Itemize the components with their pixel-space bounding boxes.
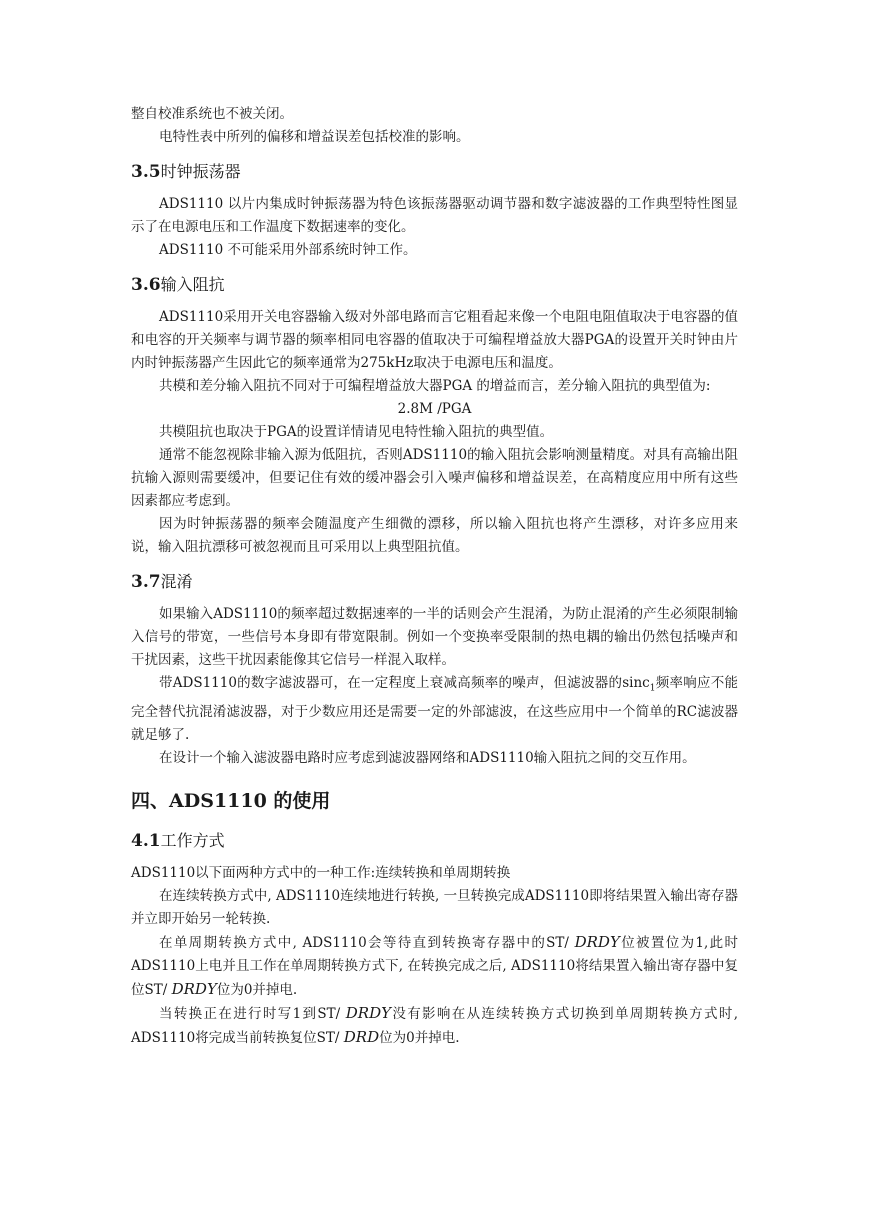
paragraph: ADS1110以下面两种方式中的一种工作:连续转换和单周期转换 (131, 864, 511, 881)
paragraph: 共模和差分输入阻抗不同对于可编程增益放大器PGA 的增益而言，差分输入阻抗的典型值为: (159, 378, 711, 394)
paragraph: 在连续转换方式中, ADS1110连续地进行转换, 一旦转换完成ADS1110即将结果置入输出寄存器并立即开始另一轮转换. (131, 887, 738, 927)
text-run: 位为0并掉电. (379, 1029, 460, 1046)
paragraph: 通常不能忽视除非输入源为低阻抗，否则ADS1110的输入阻抗会影响测量精度。对具有高输出阻抗输入源则需要缓冲，但要记住有效的缓冲器会引入噪声偏移和增益误差，在高精度应用中所有这些因素都应考虑到。 (131, 447, 738, 509)
paragraph: 共模阻抗也取决于PGA的设置详情请见电特性输入阻抗的典型值。 (159, 424, 554, 440)
paragraph: ADS1110 不可能采用外部系统时钟工作。 (159, 242, 417, 258)
chapter-heading: 四、ADS1110 的使用 (131, 789, 331, 812)
section-title: 时钟振荡器 (160, 162, 241, 181)
text-run: 在单周期转换方式中, ADS1110会等待直到转换寄存器中的ST/ (159, 934, 575, 951)
paragraph: 因为时钟振荡器的频率会随温度产生细微的漂移，所以输入阻抗也将产生漂移，对许多应用来说，输入阻抗漂移可被忽视而且可采用以上典型阻抗值。 (131, 516, 738, 555)
paragraph (131, 931, 738, 1002)
text-run: 位为0并掉电. (216, 981, 298, 998)
paragraph: 如果输入ADS1110的频率超过数据速率的一半的话则会产生混淆，为防止混淆的产生必须限制输入信号的带宽，一些信号本身即有带宽限制。例如一个变换率受限制的热电耦的输出仍然包括噪声和干扰因素，这些干扰因素能像其它信号一样混入取样。 (131, 606, 738, 668)
formula: 2.8M /PGA (397, 401, 472, 417)
paragraph (131, 1002, 738, 1050)
paragraph: 整自校准系统也不被关闭。 (131, 106, 293, 122)
section-number: 3.7 (131, 572, 161, 592)
italic-term: DRD (343, 1027, 380, 1046)
italic-term: DRDY (345, 1003, 392, 1022)
document-body (131, 103, 738, 1050)
text-run: 没有影响在从连续转换方式切换到单周期转换方式时, ADS1110将完成当前转换复位ST/ (131, 1005, 738, 1046)
section-title: 工作方式 (160, 830, 225, 850)
paragraph (131, 672, 738, 747)
section-heading-3-6 (131, 272, 738, 298)
paragraph: ADS1110采用开关电容器输入级对外部电路而言它粗看起来像一个电阻电阻值取决于电容器的值和电容的开关频率与调节器的频率相同电容器的值取决于可编程增益放大器PGA的设置开关时钟由片内时钟振荡器产生因此它的频率通常为275kHz取决于电源电压和温度。 (131, 309, 738, 371)
section-number: 3.5 (131, 162, 161, 182)
text-run: 当转换正在进行时写1到ST/ (159, 1005, 346, 1022)
italic-term: DRDY (171, 979, 217, 998)
section-title: 混淆 (160, 572, 193, 591)
section-number: 4.1 (131, 830, 161, 851)
paragraph: 在设计一个输入滤波器电路时应考虑到滤波器网络和ADS1110输入阻抗之间的交互作用。 (159, 749, 696, 766)
text-run: 频率响应不能完全替代抗混淆滤波器，对于少数应用还是需要一定的外部滤波，在这些应用中一个简单的RC滤波器就足够了. (131, 675, 738, 743)
section-heading-4-1 (131, 828, 738, 854)
text-run: 位被置位为1,此时ADS1110上电并且工作在单周期转换方式下, 在转换完成之后, ADS1110将结果置入输出寄存器中复位ST/ (131, 934, 738, 998)
section-title: 输入阻抗 (160, 275, 225, 294)
section-heading-3-7 (131, 569, 738, 595)
paragraph: 电特性表中所列的偏移和增益误差包括校准的影响。 (159, 129, 470, 145)
subscript: 1 (649, 683, 656, 694)
section-heading-3-5 (131, 159, 738, 185)
italic-term: DRDY (574, 932, 620, 951)
section-number: 3.6 (131, 275, 161, 295)
text-run: 带ADS1110的数字滤波器可，在一定程度上衰减高频率的噪声，但滤波器的sinc (159, 675, 650, 691)
paragraph: ADS1110 以片内集成时钟振荡器为特色该振荡器驱动调节器和数字滤波器的工作典型特性图显示了在电源电压和工作温度下数据速率的变化。 (131, 196, 738, 235)
